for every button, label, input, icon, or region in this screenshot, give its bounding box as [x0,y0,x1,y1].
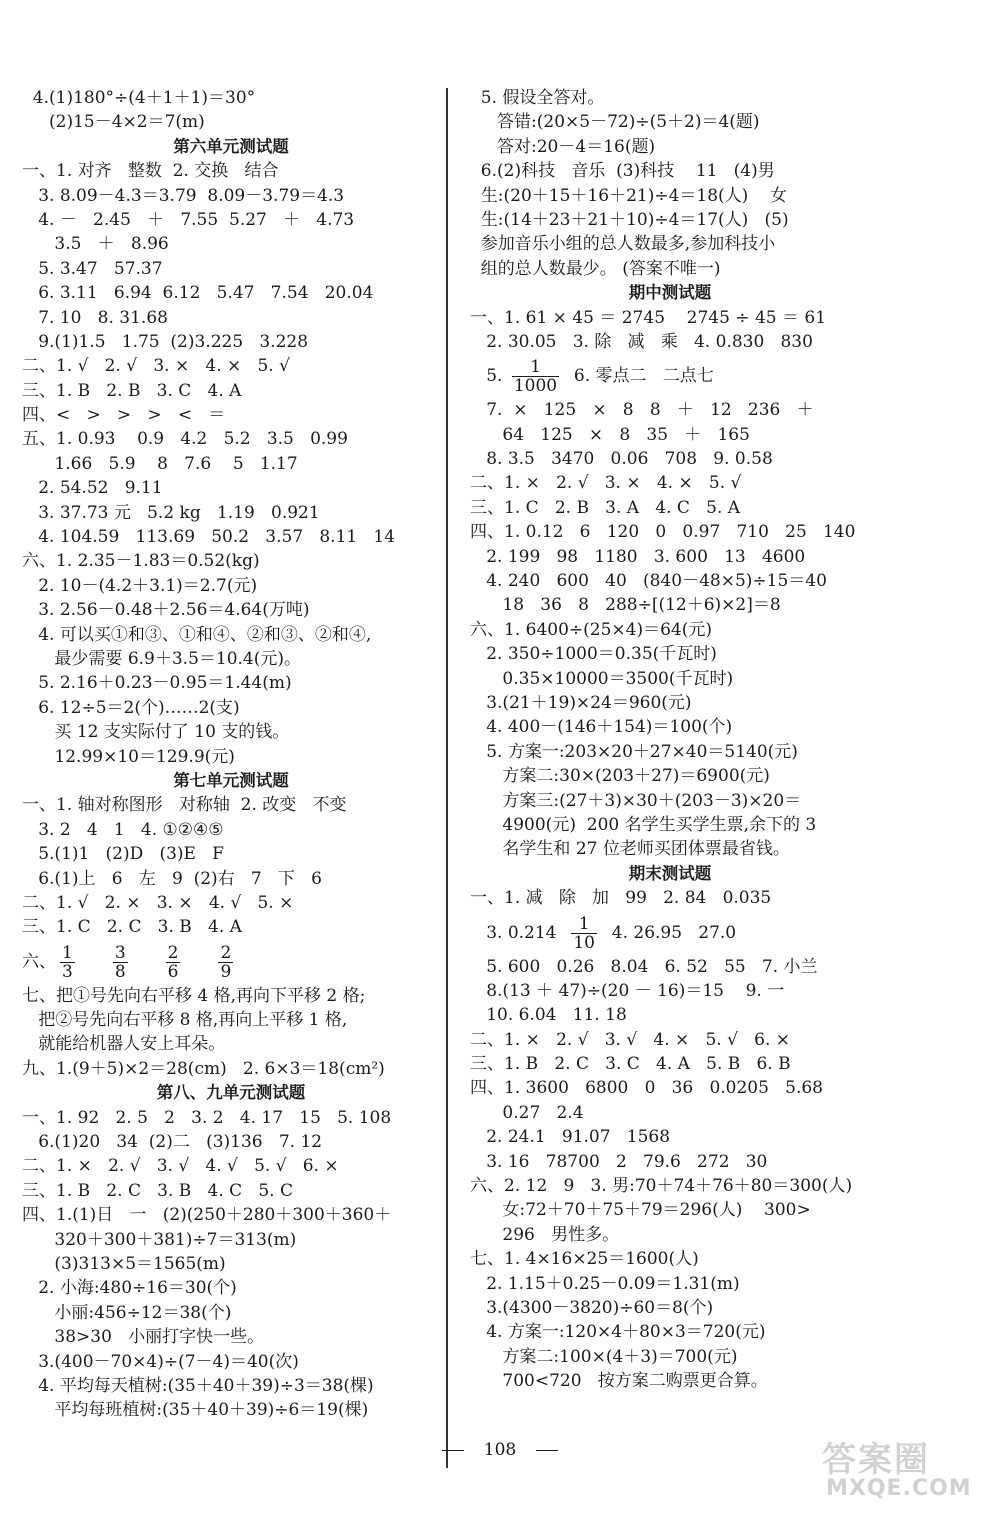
answer-line: 3.5 ＋ 8.96 [22,234,169,255]
answer-line: 64 125 × 8 35 ＋ 165 [470,424,750,445]
answer-text: 六、 [22,951,56,972]
answer-line: 三、1. C 2. B 3. A 4. C 5. A [470,497,741,518]
answer-column-left [22,86,440,1423]
answer-line: 参加音乐小组的总人数最多,参加科技小 [470,234,776,255]
answer-line: 平均每班植树:(35＋40＋39)÷6＝19(棵) [22,1400,369,1421]
answer-line: 最少需要 6.9＋3.5＝10.4(元)。 [22,648,302,669]
section-heading: 期末测试题 [628,863,712,883]
section-heading: 第七单元测试题 [173,770,289,790]
page-number-dash-left [442,1450,464,1451]
watermark-logo [822,1432,992,1510]
answer-line: 女:72＋70＋75＋79＝296(人) 300> [470,1200,811,1221]
page-number-value: 108 [483,1440,517,1460]
answer-line: 一、1. 轴对称图形 对称轴 2. 改变 不变 [22,795,347,816]
answer-line: 6.(2)科技 音乐 (3)科技 11 (4)男 [470,161,775,182]
answer-line-with-fraction [470,911,870,955]
answer-line: 就能给机器人安上耳朵。 [22,1034,226,1055]
fraction-denominator: 1000 [513,376,558,397]
answer-line: 8. 3.5 3470 0.06 708 9. 0.58 [470,449,773,470]
fraction-numerator: 1 [571,915,597,934]
answer-line: 二、1. × 2. √ 3. √ 4. √ 5. √ 6. × [22,1156,339,1177]
answer-line: 7. × 125 × 8 8 ＋ 12 236 ＋ [470,400,814,421]
answer-line: 8.(13 ＋ 47)÷(20 － 16)＝15 9. 一 [470,980,785,1001]
answer-line-with-fraction [470,354,870,398]
answer-line: 3. 8.09－4.3＝3.79 8.09－3.79＝4.3 [22,185,345,206]
answer-line: 一、1. 减 除 加 99 2. 84 0.035 [470,888,772,909]
answer-line: 4. 104.59 113.69 50.2 3.57 8.11 14 [22,527,396,548]
answer-line: 九、1.(9＋5)×2＝28(cm) 2. 6×3＝18(cm²) [22,1058,385,1079]
answer-line: 5.(1)1 (2)D (3)E F [22,844,224,865]
answer-line: 700<720 按方案二购票更合算。 [470,1371,768,1392]
answer-line: 四、1.(1)日 一 (2)(250＋280＋300＋360＋ [22,1205,392,1226]
answer-line: 把②号先向右平移 8 格,再向上平移 1 格, [22,1010,348,1031]
answer-line: 5. 600 0.26 8.04 6. 52 55 7. 小兰 [470,956,818,977]
fraction [60,944,75,981]
answer-line: 3.(4300－3820)÷60＝8(个) [470,1297,714,1318]
fraction-denominator: 9 [220,961,232,982]
answer-text: 3. 0.214 [470,922,568,943]
answer-line: 5. 3.47 57.37 [22,258,163,279]
answer-line: 七、1. 4×16×25＝1600(人) [470,1249,699,1270]
answer-line: (3)313×5＝1565(m) [22,1253,226,1274]
answer-line: 二、1. × 2. √ 3. √ 4. × 5. √ 6. × [470,1029,791,1050]
answer-line: 5. 方案一:203×20＋27×40＝5140(元) [470,741,798,762]
answer-line: 6.(1)上 6 左 9 (2)右 7 下 6 [22,868,322,889]
watermark-site: MXQE.COM [826,1476,972,1501]
fraction [166,944,181,981]
answer-line: 一、1. 61 × 45 ＝ 2745 2745 ÷ 45 ＝ 61 [470,307,827,328]
answer-line: 7. 10 8. 31.68 [22,307,168,328]
fraction-list [56,940,267,984]
answer-line: 4. 400－(146＋154)＝100(个) [470,717,733,738]
answer-line: 2. 24.1 91.07 1568 [470,1127,671,1148]
fraction [512,358,559,395]
answer-text: 6. 零点二 二点七 [563,366,714,387]
fraction-numerator: 1 [62,942,73,963]
answer-line: 4. 方案一:120×4＋80×3＝720(元) [470,1322,766,1343]
answer-line: 六、1. 2.35－1.83＝0.52(kg) [22,551,260,572]
section-heading: 期中测试题 [628,283,712,303]
answer-line: 4900(元) 200 名学生买学生票,余下的 3 [470,814,817,835]
answer-line: 6.(1)20 34 (2)二 (3)136 7. 12 [22,1132,323,1153]
fraction-denominator: 6 [167,961,179,982]
answer-line-fractions [22,940,440,984]
fraction-numerator: 2 [167,942,179,963]
page-number-dash-right [536,1450,558,1451]
fraction [218,944,233,981]
answer-line: 二、1. √ 2. √ 3. × 4. × 5. √ [22,356,290,377]
answer-line: 三、1. B 2. C 3. C 4. A 5. B 6. B [470,1054,791,1075]
answer-line: 3.(400－70×4)÷(7－4)＝40(次) [22,1351,299,1372]
fraction-numerator: 2 [220,942,232,963]
answer-line: 1.66 5.9 8 7.6 5 1.17 [22,453,298,474]
answer-line: 3.(21＋19)×24＝960(元) [470,692,692,713]
answer-line: 生:(14＋23＋21＋10)÷4＝17(人) (5) [470,209,789,230]
answer-line: 一、1. 对齐 整数 2. 交换 结合 [22,161,279,182]
answer-line: 五、1. 0.93 0.9 4.2 5.2 3.5 0.99 [22,429,348,450]
answer-line: 方案二:30×(203＋27)＝6900(元) [470,766,770,787]
answer-line: 六、2. 12 9 3. 男:70＋74＋76＋80＝300(人) [470,1176,853,1197]
answer-line: 答对:20－4＝16(题) [470,136,656,157]
fraction-numerator: 3 [114,942,126,963]
answer-line: 三、1. B 2. C 3. B 4. C 5. C [22,1180,293,1201]
answer-line: 2. 10－(4.2＋3.1)＝2.7(元) [22,575,258,596]
answer-line: 5. 假设全答对。 [470,88,605,108]
answer-line: 38>30 小丽打字快一些。 [22,1327,265,1348]
answer-line: 买 12 支实际付了 10 支的钱。 [22,722,290,743]
answer-line: 四、1. 3600 6800 0 36 0.0205 5.68 [470,1078,823,1099]
answer-line: 答错:(20×5－72)÷(5＋2)＝4(题) [470,112,760,133]
answer-line: (2)15－4×2＝7(m) [22,112,205,133]
answer-line: 4. 可以买①和③、①和④、②和③、②和④, [22,624,372,645]
answer-line: 一、1. 92 2. 5 2 3. 2 4. 17 15 5. 108 [22,1107,392,1128]
answer-line: 9.(1)1.5 1.75 (2)3.225 3.228 [22,331,309,352]
watermark-text: 答案圈 [822,1440,930,1480]
fraction-denominator: 10 [573,932,595,953]
fraction-denominator: 3 [62,961,73,982]
answer-line: 方案二:100×(4＋3)＝700(元) [470,1346,738,1367]
answer-line: 2. 350÷1000＝0.35(千瓦时) [470,644,717,665]
answer-line: 3. 16 78700 2 79.6 272 30 [470,1151,768,1172]
answer-line: 2. 54.52 9.11 [22,478,163,499]
answer-line: 三、1. C 2. C 3. B 4. A [22,917,242,938]
answer-line: 二、1. √ 2. × 3. × 4. √ 5. × [22,892,294,913]
answer-line: 2. 小海:480÷16＝30(个) [22,1278,237,1299]
section-heading: 第八、九单元测试题 [156,1083,306,1103]
answer-line: 二、1. × 2. √ 3. × 4. × 5. √ [470,473,742,494]
answer-line: 2. 1.15＋0.25－0.09＝1.31(m) [470,1273,740,1294]
answer-line: 18 36 8 288÷[(12＋6)×2]＝8 [470,595,781,616]
answer-line: 4. 平均每天植树:(35＋40＋39)÷3＝38(棵) [22,1375,374,1396]
answer-line: 10. 6.04 11. 18 [470,1005,627,1026]
answer-line: 组的总人数最少。 (答案不唯一) [470,258,721,279]
column-divider [446,88,448,1468]
answer-column-right [470,86,870,1394]
answer-line: 4. 240 600 40 (840－48×5)÷15＝40 [470,571,827,592]
answer-line: 12.99×10＝129.9(元) [22,746,235,767]
answer-line: 0.35×10000＝3500(千瓦时) [470,668,734,689]
answer-line: 0.27 2.4 [470,1102,584,1123]
answer-text: 5. [470,366,508,387]
fraction [571,915,597,952]
answer-line: 296 男性多。 [470,1224,620,1245]
answer-line: 七、把①号先向右平移 4 格,再向下平移 2 格; [22,985,366,1006]
section-heading: 第六单元测试题 [173,136,289,156]
answer-line: 方案三:(27＋3)×30＋(203－3)×20＝ [470,790,802,811]
answer-line: 四、1. 0.12 6 120 0 0.97 710 25 140 [470,522,856,543]
fraction-denominator: 8 [114,961,126,982]
answer-line: 四、< > > > < ＝ [22,405,226,426]
answer-line: 6. 12÷5＝2(个)……2(支) [22,697,240,718]
answer-line: 3. 2 4 1 4. ①②④⑤ [22,819,224,840]
answer-line: 2. 199 98 1180 3. 600 13 4600 [470,546,806,567]
answer-line: 六、1. 6400÷(25×4)＝64(元) [470,619,712,640]
answer-line: 4.(1)180°÷(4＋1＋1)＝30° [22,88,256,108]
answer-line: 3. 2.56－0.48＋2.56＝4.64(万吨) [22,600,310,621]
answer-line: 名学生和 27 位老师买团体票最省钱。 [470,839,790,860]
answer-line: 6. 3.11 6.94 6.12 5.47 7.54 20.04 [22,283,374,304]
answer-line: 3. 37.73 元 5.2 kg 1.19 0.921 [22,502,320,523]
answer-line: 2. 30.05 3. 除 减 乘 4. 0.830 830 [470,331,813,352]
answer-line: 4. － 2.45 ＋ 7.55 5.27 ＋ 4.73 [22,209,355,230]
answer-line: 320＋300＋381)÷7＝313(m) [22,1229,297,1250]
fraction-numerator: 1 [512,358,559,377]
answer-line: 小丽:456÷12＝38(个) [22,1302,232,1323]
answer-line: 5. 2.16＋0.23－0.95＝1.44(m) [22,673,292,694]
answer-line: 生:(20＋15＋16＋21)÷4＝18(人) 女 [470,185,787,206]
answer-line: 三、1. B 2. B 3. C 4. A [22,380,242,401]
fraction [113,944,128,981]
answer-text: 4. 26.95 27.0 [600,922,737,943]
